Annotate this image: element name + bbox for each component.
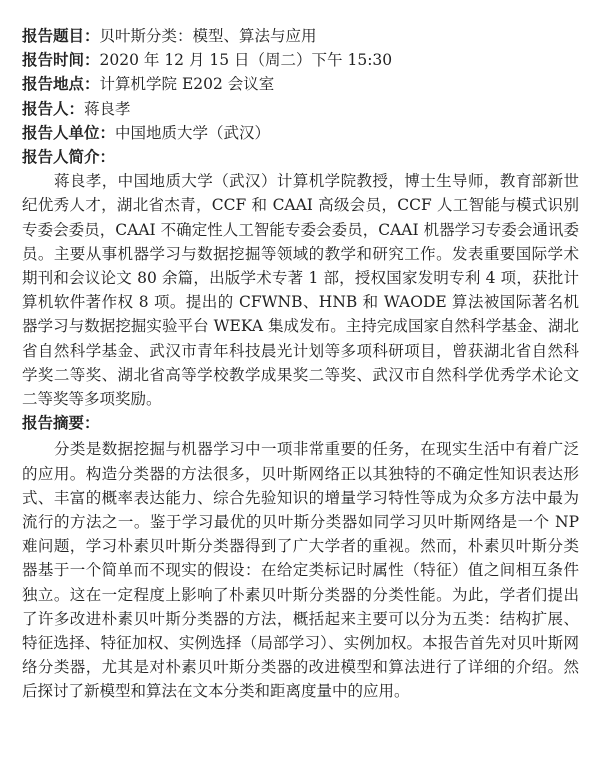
topic-label: 报告题目： bbox=[22, 26, 100, 45]
place-row bbox=[22, 72, 579, 96]
time-label: 报告时间： bbox=[22, 50, 100, 70]
bio-paragraph: 蒋良孝，中国地质大学（武汉）计算机学院教授，博士生导师，教育部新世纪优秀人才，湖北省杰青，CCF 和 CAAI 高级会员，CCF 人工智能与模式识别专委会委员，CAAI 不确定性人工智能专委会委员，CAAI 机器学习专委会通讯委员。主要从事机器学习与数据挖掘等领域的教学和研究工作。发表重要国际学术期刊和会议论文 80 余篇，出版学术专著 1 部，授权国家发明专利 4 项，获批计算机软件著作权 8 项。提出的 CFWNB、HNB 和 WAODE 算法被国际著名机器学习与数据挖掘实验平台 WEKA 集成发布。主持完成国家自然科学基金、湖北省自然科学基金、武汉市青年科技晨光计划等多项科研项目，曾获湖北省自然科学奖二等奖、湖北省高等学校教学成果奖二等奖、武汉市自然科学优秀学术论文二等奖等多项奖励。 bbox=[22, 172, 579, 409]
speaker-value: 蒋良孝 bbox=[84, 99, 131, 118]
place-label: 报告地点： bbox=[22, 74, 100, 94]
affiliation-label: 报告人单位： bbox=[22, 122, 116, 142]
time-value: 2020 年 12 月 15 日（周二）下午 15:30 bbox=[99, 51, 393, 70]
topic-value: 贝叶斯分类：模型、算法与应用 bbox=[99, 27, 317, 45]
abstract-label: 报告摘要： bbox=[22, 413, 100, 433]
speaker-row bbox=[22, 97, 579, 121]
abstract-heading-row bbox=[22, 411, 579, 435]
bio-label: 报告人简介： bbox=[22, 147, 116, 167]
abstract-paragraph: 分类是数据挖掘与机器学习中一项非常重要的任务，在现实生活中有着广泛的应用。构造分类器的方法很多，贝叶斯网络正以其独特的不确定性知识表达形式、丰富的概率表达能力、综合先验知识的增量学习特性等成为众多方法中最为流行的方法之一。鉴于学习最优的贝叶斯分类器如同学习贝叶斯网络是一个 NP 难问题，学习朴素贝叶斯分类器得到了广大学者的重视。然而，朴素贝叶斯分类器基于一个简单而不现实的假设：在给定类标记时属性（特征）值之间相互条件独立。这在一定程度上影响了朴素贝叶斯分类器的分类性能。为此，学者们提出了许多改进朴素贝叶斯分类器的方法，概括起来主要可以分为五类：结构扩展、特征选择、特征加权、实例选择（局部学习）、实例加权。本报告首先对贝叶斯网络分类器，尤其是对朴素贝叶斯分类器的改进模型和算法进行了详细的介绍。然后探讨了新模型和算法在文本分类和距离度量中的应用。 bbox=[22, 440, 579, 701]
topic-row bbox=[22, 24, 579, 48]
affiliation-row bbox=[22, 121, 579, 145]
speaker-label: 报告人： bbox=[22, 98, 85, 118]
affiliation-value: 中国地质大学（武汉） bbox=[115, 123, 271, 142]
bio-heading-row bbox=[22, 145, 579, 169]
place-value: 计算机学院 E202 会议室 bbox=[99, 75, 275, 94]
time-row bbox=[22, 48, 579, 72]
